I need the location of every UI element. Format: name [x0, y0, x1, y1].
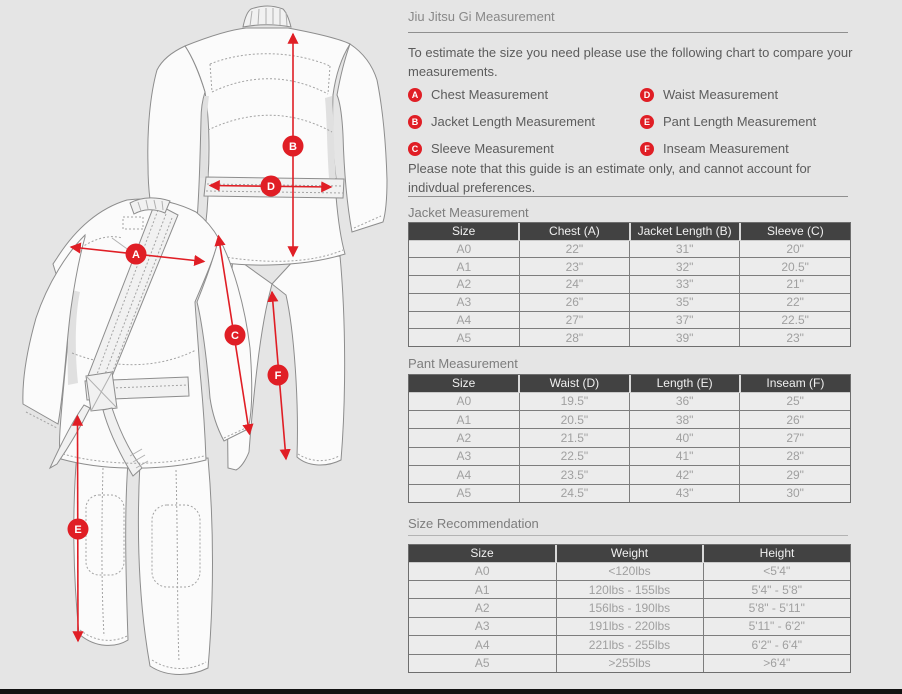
table-cell: A1	[409, 580, 556, 598]
table-cell: 28"	[519, 329, 629, 346]
table-cell: 22.5"	[740, 311, 850, 329]
column-header: Inseam (F)	[740, 375, 850, 392]
table-cell: >6'4"	[703, 654, 850, 672]
table-row	[409, 466, 850, 484]
table-cell: 22"	[519, 240, 629, 258]
table-cell: A2	[409, 429, 519, 447]
gi-diagram	[0, 0, 406, 694]
legend-label: Sleeve Measurement	[431, 141, 554, 156]
table-cell: 21"	[740, 276, 850, 294]
marker-a	[126, 244, 147, 265]
front-pant-right-leg	[138, 458, 212, 675]
legend-item	[408, 135, 640, 162]
table-cell: 24"	[519, 276, 629, 294]
column-header: Size	[409, 223, 519, 240]
header-row	[409, 375, 850, 392]
table-cell: A3	[409, 617, 556, 635]
intro-text: To estimate the size you need please use the following chart to compare your measurements.	[408, 45, 853, 79]
bottom-bar	[0, 689, 902, 694]
table-cell: A1	[409, 258, 519, 276]
table-cell: 42"	[630, 466, 740, 484]
size-recommendation-title: Size Recommendation	[408, 516, 539, 531]
table-cell: 23"	[519, 258, 629, 276]
table-cell: A5	[409, 329, 519, 346]
table-cell: <5'4"	[703, 562, 850, 580]
info-panel	[408, 0, 854, 694]
marker-b	[283, 136, 304, 157]
marker-e	[68, 519, 89, 540]
table-cell: 40"	[630, 429, 740, 447]
svg-text:E: E	[74, 524, 82, 536]
table-cell: 33"	[630, 276, 740, 294]
size-recommendation-table	[408, 544, 851, 673]
table-row	[409, 293, 850, 311]
legend-item	[640, 81, 854, 108]
table-cell: 22.5"	[519, 447, 629, 465]
legend-label: Waist Measurement	[663, 87, 779, 102]
table-row	[409, 484, 850, 502]
table-cell: 221lbs - 255lbs	[556, 636, 703, 654]
table-cell: A5	[409, 484, 519, 502]
legend-label: Pant Length Measurement	[663, 114, 817, 129]
table-cell: A4	[409, 466, 519, 484]
table-row	[409, 599, 850, 617]
pant-table-title: Pant Measurement	[408, 356, 518, 371]
table-cell: 23"	[740, 329, 850, 346]
table-row	[409, 276, 850, 294]
header-row	[409, 545, 850, 562]
pant-table	[408, 374, 851, 503]
legend-badge: A	[408, 88, 422, 102]
table-cell: 36"	[630, 392, 740, 410]
svg-text:A: A	[132, 249, 140, 261]
table-cell: 26"	[519, 293, 629, 311]
table-cell: 22"	[740, 293, 850, 311]
table-cell: 32"	[630, 258, 740, 276]
table-cell: A3	[409, 293, 519, 311]
table-cell: 20.5"	[740, 258, 850, 276]
table-cell: 24.5"	[519, 484, 629, 502]
table-cell: A0	[456, 241, 472, 256]
table-cell: 41"	[630, 447, 740, 465]
table-cell: A3	[409, 447, 519, 465]
column-header: Size	[409, 375, 519, 392]
page-title: Jiu Jitsu Gi Measurement	[408, 9, 555, 24]
table-cell: A2	[409, 276, 519, 294]
table-cell: 120lbs - 155lbs	[556, 580, 703, 598]
table-cell: A0	[456, 394, 472, 409]
back-sleeve-right	[337, 44, 387, 232]
table-cell: 30"	[740, 484, 850, 502]
table-cell: A1	[409, 410, 519, 428]
table-cell: 5'4" - 5'8"	[703, 580, 850, 598]
size-recommendation-divider	[408, 535, 848, 536]
table-cell: 27"	[519, 311, 629, 329]
table-row	[409, 240, 850, 258]
back-pant-right-leg	[272, 256, 345, 465]
table-cell: 21.5"	[519, 429, 629, 447]
legend-badge: F	[640, 142, 654, 156]
legend-badge: D	[640, 88, 654, 102]
table-cell: A4	[409, 636, 556, 654]
legend-label: Inseam Measurement	[663, 141, 789, 156]
legend-label: Jacket Length Measurement	[431, 114, 596, 129]
table-row	[409, 429, 850, 447]
table-row	[409, 410, 850, 428]
table-cell: 38"	[630, 410, 740, 428]
svg-text:F: F	[274, 370, 282, 382]
table-row	[409, 617, 850, 635]
table-cell: 31"	[630, 240, 740, 258]
column-header: Jacket Length (B)	[630, 223, 740, 240]
front-pant-left-leg	[74, 452, 128, 645]
table-row	[409, 447, 850, 465]
legend-item	[640, 108, 854, 135]
table-cell: 191lbs - 220lbs	[556, 617, 703, 635]
marker-d	[261, 176, 282, 197]
table-cell: 28"	[740, 447, 850, 465]
table-cell: 6'2" - 6'4"	[703, 636, 850, 654]
column-header: Chest (A)	[519, 223, 629, 240]
table-row	[409, 636, 850, 654]
table-cell: 25"	[740, 392, 850, 410]
legend-item	[408, 108, 640, 135]
title-divider	[408, 32, 848, 33]
column-header: Height	[703, 545, 850, 562]
marker-c	[225, 325, 246, 346]
column-header: Waist (D)	[519, 375, 629, 392]
table-row	[409, 562, 850, 580]
gi-front-view	[23, 198, 252, 675]
column-header: Weight	[556, 545, 703, 562]
legend-item	[408, 81, 640, 108]
svg-text:C: C	[231, 330, 239, 342]
table-cell: 29"	[740, 466, 850, 484]
table-cell: A4	[409, 311, 519, 329]
table-cell: 5'11" - 6'2"	[703, 617, 850, 635]
table-cell: 37"	[630, 311, 740, 329]
note-divider	[408, 196, 848, 197]
table-cell: 27"	[740, 429, 850, 447]
table-cell: 35"	[630, 293, 740, 311]
header-row	[409, 223, 850, 240]
table-row	[409, 329, 850, 346]
legend-badge: B	[408, 115, 422, 129]
table-cell: 26"	[740, 410, 850, 428]
table-row	[409, 654, 850, 672]
table-cell: A2	[409, 599, 556, 617]
note-text: Please note that this guide is an estimate only, and cannot account for indivdual preferences.	[408, 161, 812, 195]
column-header: Size	[409, 545, 556, 562]
table-cell: 20"	[740, 240, 850, 258]
table-cell: 5'8" - 5'11"	[703, 599, 850, 617]
legend-badge: C	[408, 142, 422, 156]
column-header: Sleeve (C)	[740, 223, 850, 240]
jacket-table	[408, 222, 851, 347]
table-row	[409, 311, 850, 329]
table-cell: A0	[474, 564, 490, 579]
legend-badge: E	[640, 115, 654, 129]
legend-item	[640, 135, 854, 162]
table-row	[409, 580, 850, 598]
table-cell: 39"	[630, 329, 740, 346]
table-cell: 23.5"	[519, 466, 629, 484]
table-row	[409, 258, 850, 276]
table-cell: 43"	[630, 484, 740, 502]
table-cell: >255lbs	[556, 654, 703, 672]
svg-text:B: B	[289, 141, 297, 153]
table-cell: <120lbs	[556, 562, 703, 580]
table-row	[409, 392, 850, 410]
table-cell: 20.5"	[519, 410, 629, 428]
table-cell: A5	[409, 654, 556, 672]
jacket-table-title: Jacket Measurement	[408, 205, 529, 220]
marker-f	[268, 365, 289, 386]
table-cell: 19.5"	[519, 392, 629, 410]
measurement-legend	[408, 81, 854, 162]
column-header: Length (E)	[630, 375, 740, 392]
legend-label: Chest Measurement	[431, 87, 549, 102]
svg-text:D: D	[267, 181, 275, 193]
table-cell: 156lbs - 190lbs	[556, 599, 703, 617]
